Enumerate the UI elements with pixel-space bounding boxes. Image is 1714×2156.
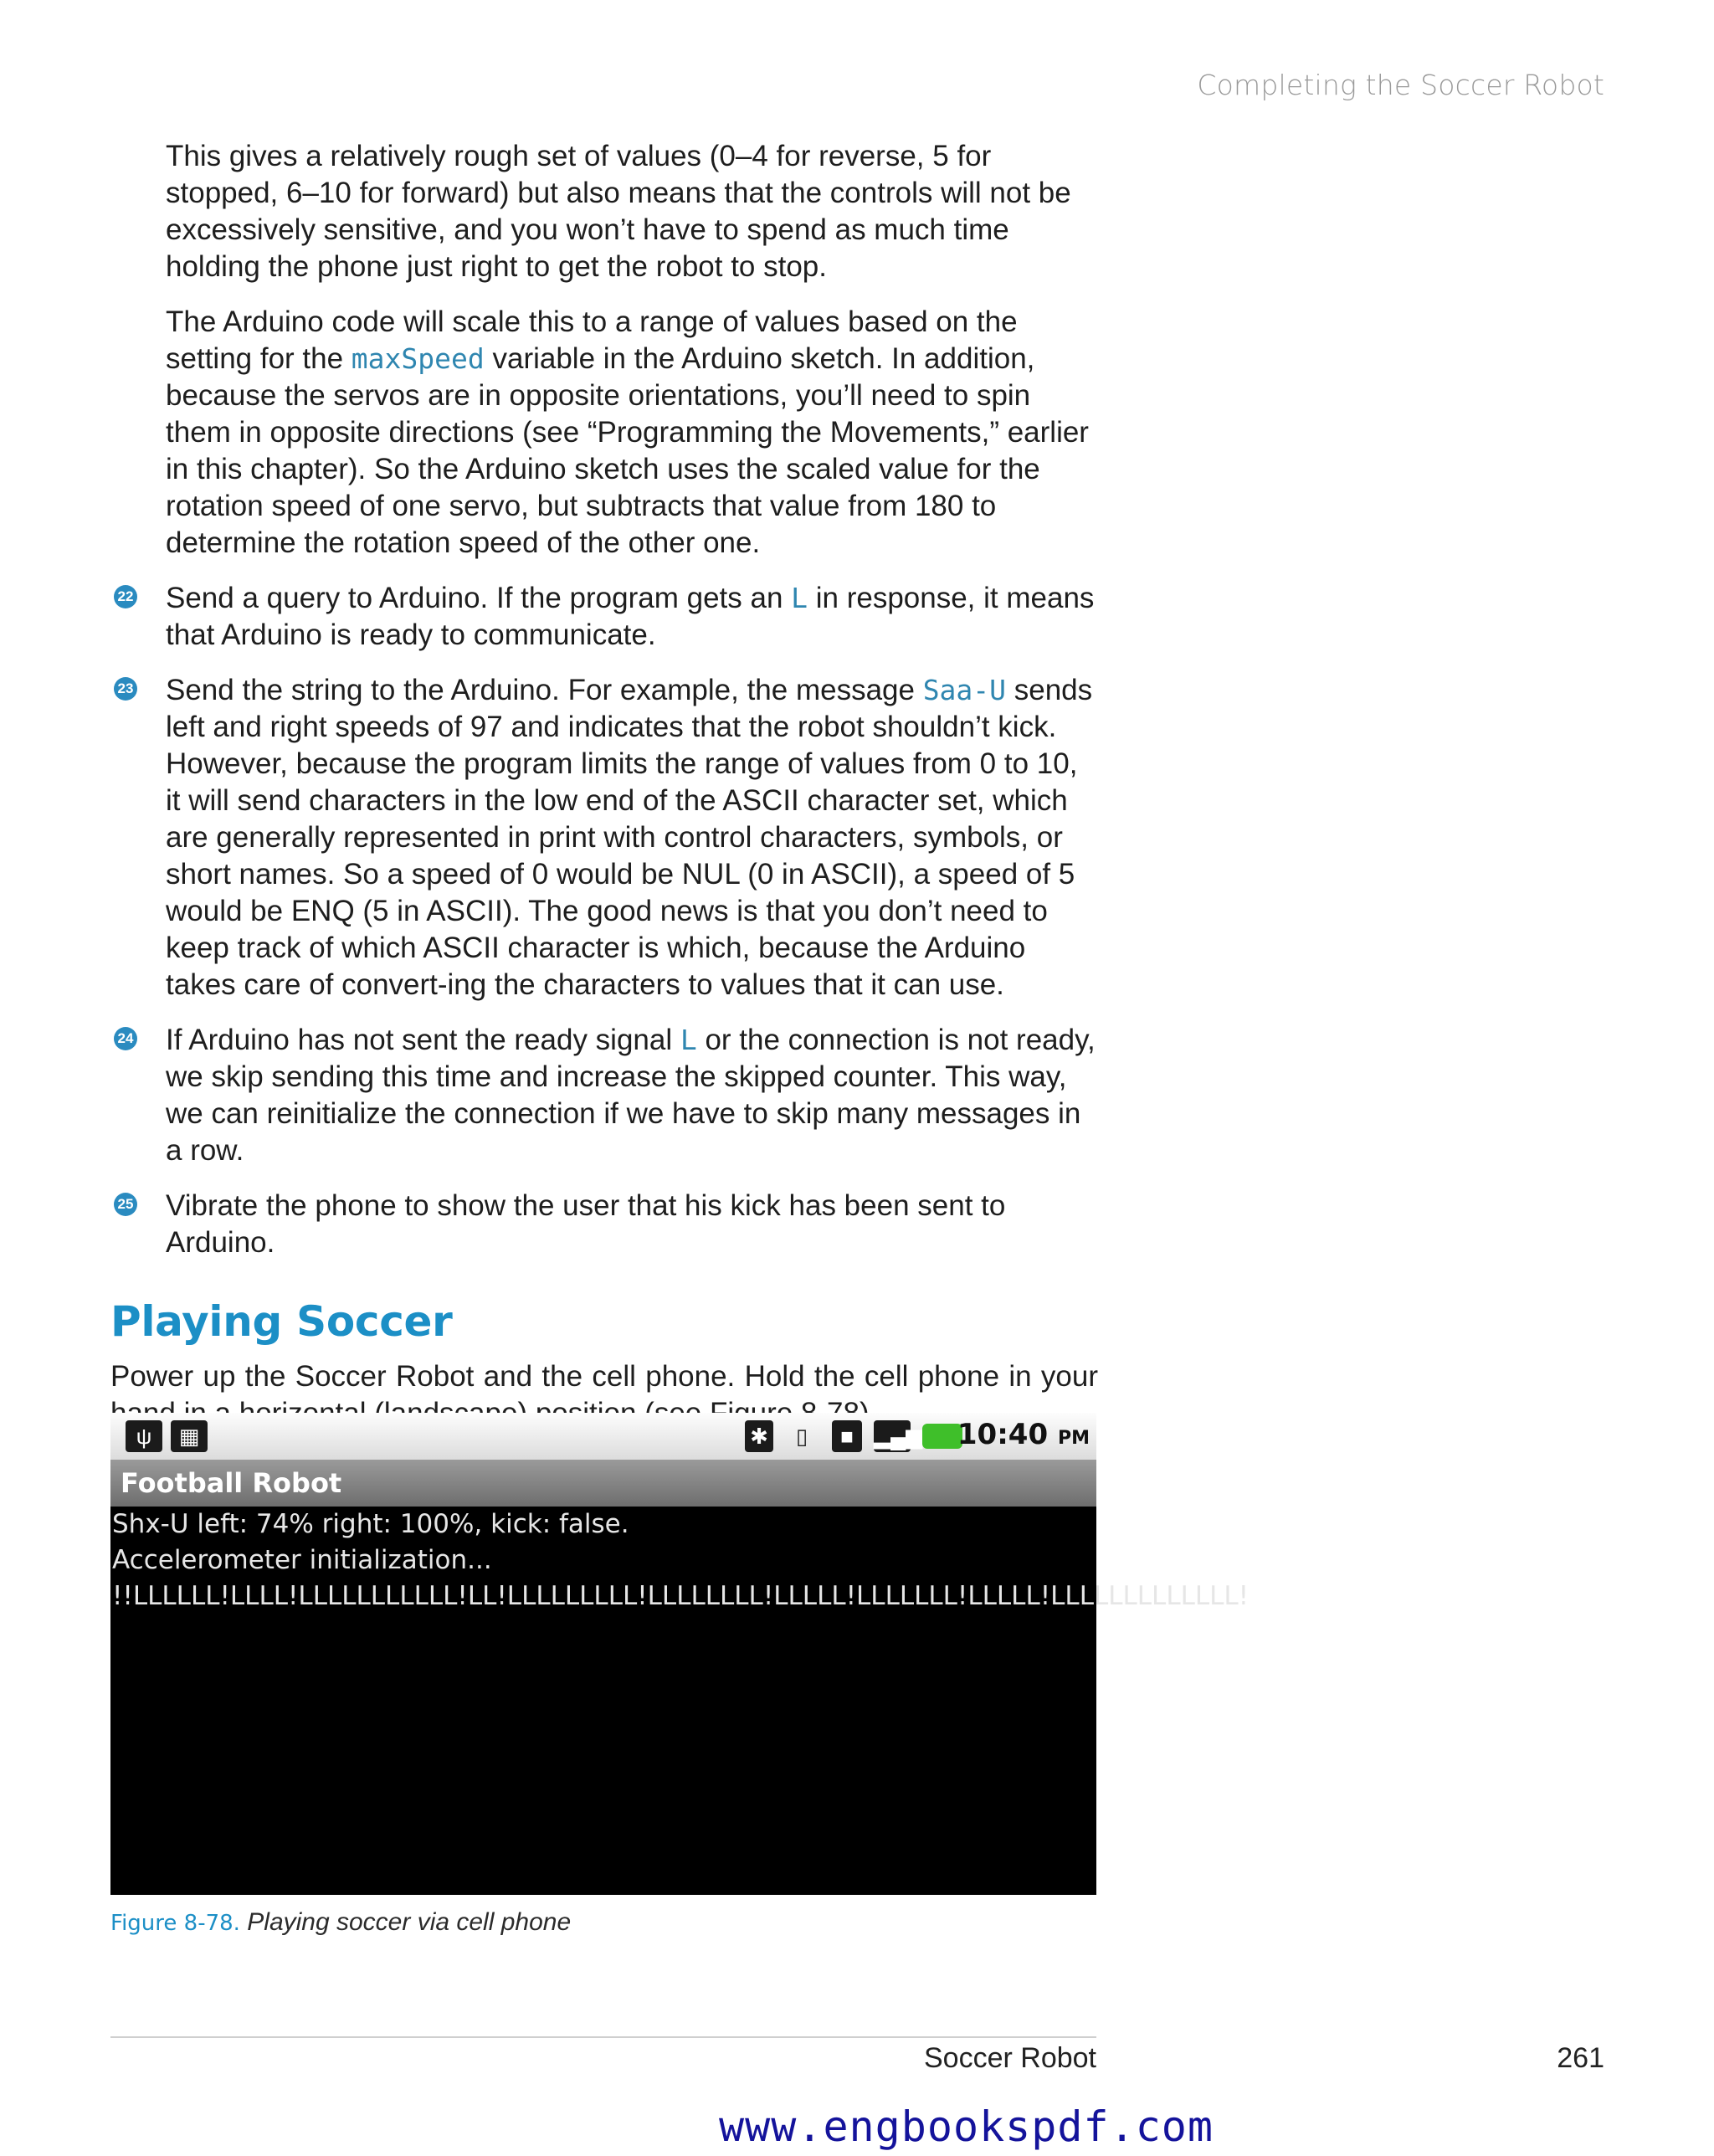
main-content bbox=[110, 138, 1098, 1432]
status-bar bbox=[110, 1413, 1096, 1460]
screen-line-signals: !!LLLLLL!LLLL!LLLLLLLLLLL!LL!LLLLLLLLL!LLLLLLLL!LLLLL!LLLLLLL!LLLLL!LLLLLLLLLLLLL! bbox=[112, 1581, 1250, 1611]
step-text: in response, it means that Arduino is ready to communicate. bbox=[166, 582, 1095, 651]
step-text: or the connection is not ready, we skip sending this time and increase the skipped counter. This way, we can reinitialize the connection if we have to skip many messages in a row. bbox=[166, 1024, 1096, 1167]
step-text: Vibrate the phone to show the user that his kick has been sent to Arduino. bbox=[166, 1189, 1006, 1259]
time-ampm: PM bbox=[1057, 1428, 1090, 1449]
step-25 bbox=[110, 1188, 1098, 1261]
footer-divider bbox=[110, 2036, 1096, 2038]
app-title-bar: Football Robot bbox=[110, 1460, 1096, 1507]
time-value: 10:40 bbox=[957, 1418, 1049, 1451]
intro-paragraph-1: This gives a relatively rough set of values (0–4 for reverse, 5 for stopped, 6–10 for forward) but also means that the controls will not be excessively sensitive, and you won’t have to spend as much time holding the phone just right to get the robot to stop. bbox=[166, 140, 1071, 283]
android-debug-icon: ▦ bbox=[171, 1420, 208, 1452]
battery-icon bbox=[922, 1424, 962, 1449]
step-text: If Arduino has not sent the ready signal bbox=[166, 1024, 680, 1056]
step-text: Send the string to the Arduino. For example, the message bbox=[166, 674, 923, 706]
section-title: Playing Soccer bbox=[110, 1297, 453, 1346]
screen-line-init: Accelerometer initialization... bbox=[112, 1545, 492, 1575]
text-run: The Arduino code will scale this to a range of values based on the setting for the bbox=[166, 305, 1018, 375]
step-text: Send a query to Arduino. If the program gets an bbox=[166, 582, 792, 614]
code-maxspeed: maxSpeed bbox=[351, 342, 485, 375]
vibrate-icon: ▯ bbox=[795, 1424, 808, 1449]
code-inline: L bbox=[680, 1024, 697, 1056]
step-22 bbox=[110, 580, 1098, 654]
signal-icon: ▂▄▆ bbox=[874, 1420, 911, 1452]
text-run: variable in the Arduino sketch. In addition, because the servos are in opposite orientations, you’ll need to spin them in opposite directions (see “Programming the Movements,” earlier in this chapter). So the Arduino sketch uses the scaled value for the rotation speed of one servo, but subtracts that value from 180 to determine the rotation speed of the other one. bbox=[166, 342, 1089, 559]
figure-caption bbox=[110, 1908, 571, 1937]
step-number-badge: 22 bbox=[114, 585, 137, 608]
step-number-badge: 25 bbox=[114, 1193, 137, 1216]
figure-caption-text: Playing soccer via cell phone bbox=[247, 1908, 572, 1936]
footer-section-name: Soccer Robot bbox=[924, 2042, 1096, 2074]
bluetooth-icon: ✱ bbox=[745, 1420, 773, 1452]
step-23 bbox=[110, 672, 1098, 1004]
step-24 bbox=[110, 1022, 1098, 1169]
figure-label: Figure 8-78. bbox=[110, 1911, 240, 1936]
data-icon: ■ bbox=[832, 1420, 862, 1452]
step-text: sends left and right speeds of 97 and indicates that the robot shouldn’t kick. However, because the program limits the range of values from 0 to 10, it will send characters in the low end of the ASCII character set, which are generally represented in print with control characters, symbols, or short names. So a speed of 0 would be NUL (0 in ASCII), a speed of 5 would be ENQ (5 in ASCII). The good news is that you don’t need to keep track of which ASCII character is which, because the Arduino takes care of convert-ing the characters to values that it can use. bbox=[166, 674, 1093, 1001]
status-time bbox=[957, 1418, 1090, 1451]
watermark-url: www.engbookspdf.com bbox=[719, 2102, 1214, 2151]
code-inline: Saa-U bbox=[922, 674, 1007, 706]
step-number-badge: 23 bbox=[114, 677, 137, 701]
page-number: 261 bbox=[1557, 2042, 1604, 2074]
running-head: Completing the Soccer Robot bbox=[1197, 69, 1604, 101]
section-body: Power up the Soccer Robot and the cell phone. Hold the cell phone in your bbox=[110, 1360, 1098, 1393]
step-number-badge: 24 bbox=[114, 1027, 137, 1050]
phone-screenshot bbox=[110, 1413, 1250, 1895]
screen-line-status: Shx-U left: 74% right: 100%, kick: false. bbox=[112, 1509, 629, 1539]
usb-icon: ψ bbox=[126, 1420, 162, 1452]
intro-paragraph-2 bbox=[166, 304, 1098, 562]
code-inline: L bbox=[791, 582, 808, 614]
